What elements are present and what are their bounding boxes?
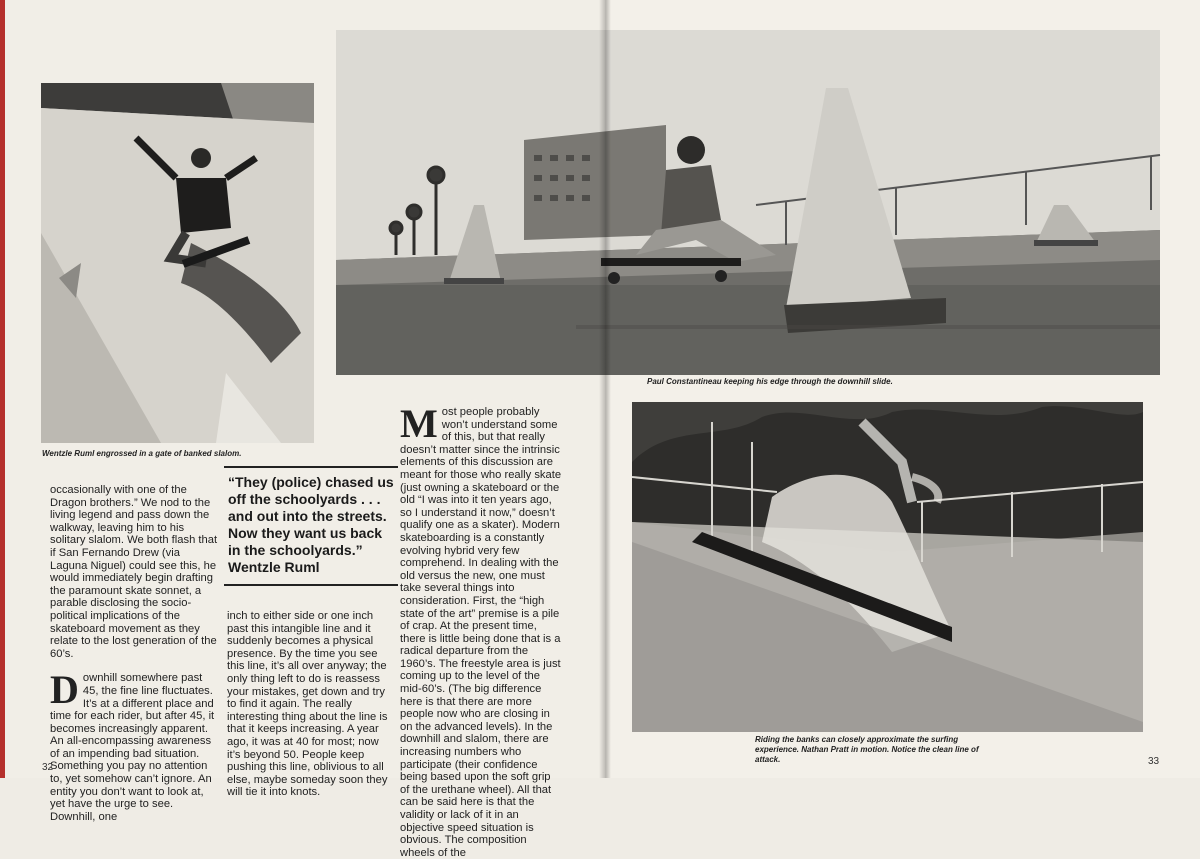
column-1-paragraph-2-text: ownhill somewhere past 45, the fine line fluctuates. It’s at a different place and time for each rider, but after 45, it becomes increasingly apparent. An all-encompassing awareness of an impending bad situation. Something you pay no attention to, yet somehow can’t ignore. An entity you don’t want to look at, yet have the urge to see. Downhill, one bbox=[50, 672, 215, 823]
pull-quote-box bbox=[224, 466, 398, 586]
pull-quote-text: “They (police) chased us off the schoolyards . . . and out into the streets. Now they want us back in the schoolyards.” bbox=[228, 474, 394, 558]
photo-constantineau-downhill bbox=[336, 30, 1160, 375]
column-3-paragraph-1-text: ost people probably won’t understand some of this, but that really doesn’t matter since the intrinsic elements of this discussion are meant for those who really skate (just owning a skateboard or the old “I was into it ten years ago, so I understand it now,” doesn’t qualify one as a skater). Modern skateboarding is a constantly evolving hybrid very few comprehend. In dealing with the old versus the new, one must take several things into consideration. First, the “high state of the art” premise is a pile of crap. At the present time, there is little being done that is a radical departure from the 1960’s. The freestyle area is just coming up to the level of the mid-60’s. (The big difference here is that there are more people now who are closing in on the advanced levels). In the downhill and slalom, there are increasing numbers who participate (their confidence being based upon the soft grip of the urethane wheel). All that can be said here is that the validity or lack of it in an objective speed situation is obvious. The composition wheels of the bbox=[400, 406, 562, 859]
drop-cap-d: D bbox=[50, 667, 79, 713]
article-column-3 bbox=[400, 401, 562, 859]
page-edge bbox=[0, 0, 5, 778]
article-column-1 bbox=[50, 484, 218, 823]
page-number-right: 33 bbox=[1148, 756, 1160, 767]
pull-quote-author: Wentzle Ruml bbox=[228, 559, 320, 575]
column-2-paragraph-1: inch to either side or one inch past this intangible line and it suddenly becomes a physical presence. By the time you see this line, it’s all over anyway; the only thing left to do is reassess your mistakes, get down and try to find it again. The really interesting thing about the line is that it keeps increasing. A year ago, it was at 40 for most; now it’s beyond 50. People keep pushing this line, oblivious to all else, maybe someday soon they will tie it into knots. bbox=[227, 610, 388, 799]
photo-ruml-banked-slalom bbox=[41, 83, 314, 443]
caption-pratt: Riding the banks can closely approximate the surfing experience. Nathan Pratt in motion. Notice the clean line of attack. bbox=[755, 735, 979, 764]
drop-cap-m: M bbox=[400, 401, 438, 446]
article-column-2 bbox=[227, 610, 393, 799]
page-number-left: 32 bbox=[42, 762, 54, 773]
caption-ruml: Wentzle Ruml engrossed in a gate of banked slalom. bbox=[42, 449, 242, 458]
column-3-paragraph-1 bbox=[400, 401, 562, 859]
column-1-paragraph-1: occasionally with one of the Dragon brothers.” We nod to the living legend and pass down the walkway, leaving him to his solitary slalom. We both flash that if San Fernando Drew (via Laguna Niguel) could see this, he would immediately begin drafting the paramount skate sonnet, a parable disclosing the socio-political implications of the skateboard movement as they relate to the lost generation of the 60’s. bbox=[50, 484, 218, 660]
spine-shadow bbox=[599, 0, 611, 778]
caption-constantineau: Paul Constantineau keeping his edge through the downhill slide. bbox=[647, 377, 893, 386]
column-1-paragraph-2 bbox=[50, 667, 218, 823]
photo-pratt-banks bbox=[632, 402, 1143, 732]
